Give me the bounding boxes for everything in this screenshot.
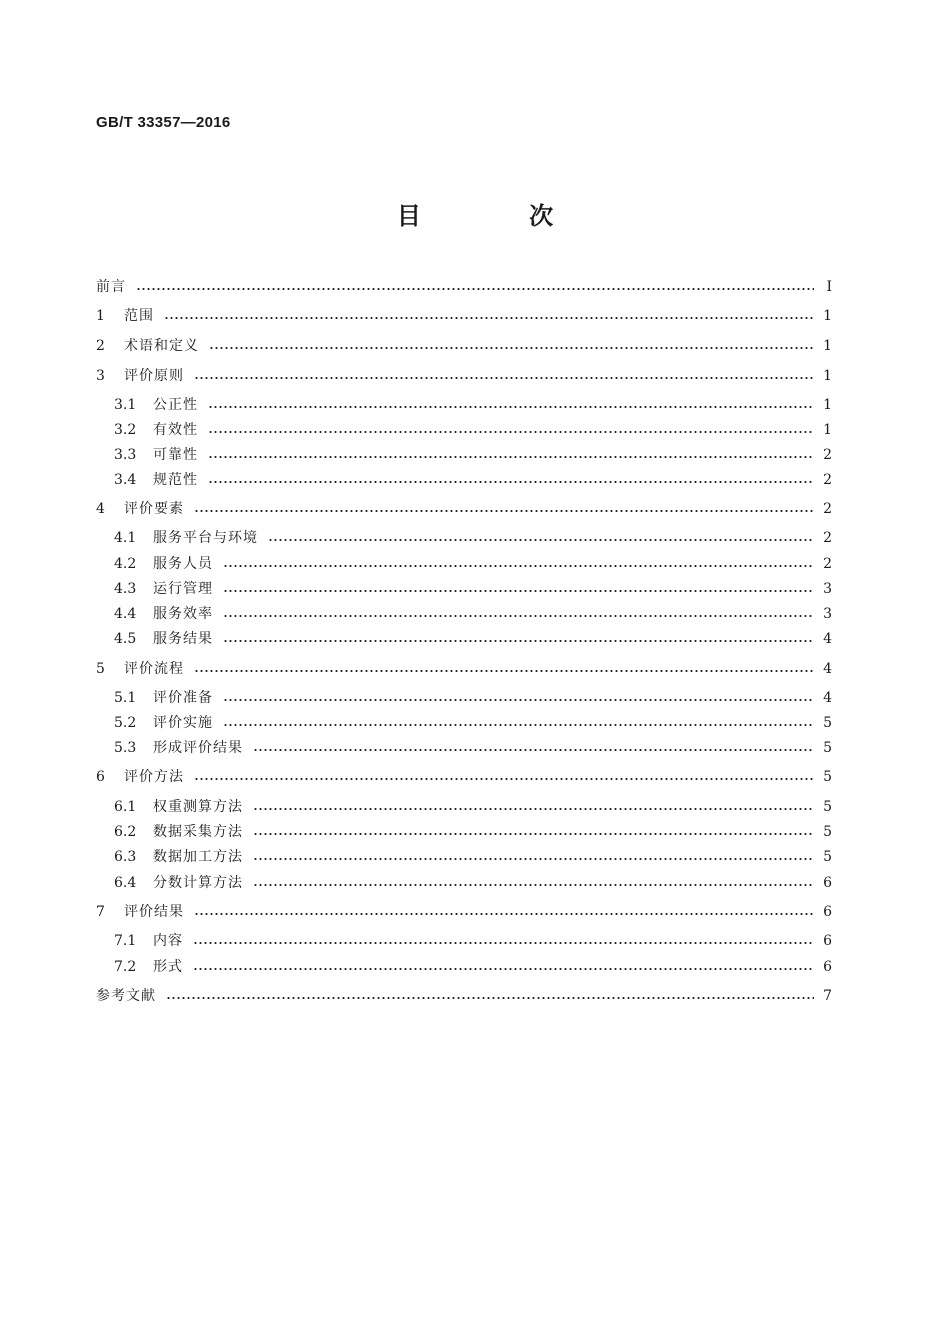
toc-entry[interactable] xyxy=(114,528,832,548)
dot-leader xyxy=(223,699,814,701)
dot-leader xyxy=(253,749,814,751)
dot-leader xyxy=(193,942,814,944)
toc-entry-label: 评价要素 xyxy=(124,501,184,517)
toc-entry-page-number: 5 xyxy=(823,799,832,815)
toc-entry-label: 评价原则 xyxy=(124,368,184,384)
toc-entry-label: 评价方法 xyxy=(124,769,184,785)
toc-entry-number: 6.2 xyxy=(114,824,137,840)
toc-entry-page-number: 5 xyxy=(823,715,832,731)
toc-entry[interactable] xyxy=(96,902,832,922)
dot-leader xyxy=(164,317,814,319)
toc-entry-label: 服务结果 xyxy=(153,631,213,647)
toc-entry-page-number: 4 xyxy=(823,661,832,677)
toc-entry-label: 数据采集方法 xyxy=(153,824,243,840)
toc-entry-label: 服务效率 xyxy=(153,606,213,622)
toc-entry[interactable] xyxy=(114,847,832,867)
toc-entry-number: 4.5 xyxy=(114,631,137,647)
toc-entry-label: 服务平台与环境 xyxy=(153,530,258,546)
toc-entry[interactable] xyxy=(114,822,832,842)
toc-entry-page-number: 6 xyxy=(823,875,832,891)
toc-entry-number: 6.4 xyxy=(114,875,137,891)
toc-entry-number: 3.1 xyxy=(114,397,137,413)
toc-entry-page-number: 6 xyxy=(823,904,832,920)
toc-entry-page-number: 2 xyxy=(823,556,832,572)
toc-entry-number: 2 xyxy=(96,338,105,354)
dot-leader xyxy=(194,510,814,512)
toc-entry-page-number: 1 xyxy=(823,397,832,413)
dot-leader xyxy=(223,615,814,617)
toc-entry-number: 5.2 xyxy=(114,715,137,731)
toc-entry[interactable] xyxy=(114,931,832,951)
toc-entry-label: 参考文献 xyxy=(96,988,156,1004)
toc-entry[interactable] xyxy=(114,554,832,574)
dot-leader xyxy=(194,670,814,672)
toc-entry[interactable] xyxy=(114,688,832,708)
dot-leader xyxy=(223,590,814,592)
toc-entry-number: 3.3 xyxy=(114,447,137,463)
dot-leader xyxy=(208,456,814,458)
toc-entry-number: 4.3 xyxy=(114,581,137,597)
toc-entry-page-number: 1 xyxy=(823,422,832,438)
dot-leader xyxy=(223,724,814,726)
toc-entry[interactable] xyxy=(114,629,832,649)
toc-entry-number: 5.3 xyxy=(114,740,137,756)
toc-entry-label: 可靠性 xyxy=(153,447,198,463)
toc-entry-number: 7 xyxy=(96,904,105,920)
toc-entry-label: 数据加工方法 xyxy=(153,849,243,865)
toc-entry-page-number: 1 xyxy=(823,308,832,324)
toc-entry[interactable] xyxy=(114,873,832,893)
dot-leader xyxy=(268,539,814,541)
toc-entry[interactable] xyxy=(96,306,832,326)
toc-entry-page-number: 5 xyxy=(823,740,832,756)
dot-leader xyxy=(223,565,814,567)
standard-code: GB/T 33357—2016 xyxy=(96,114,231,131)
toc-entry-page-number: 7 xyxy=(823,988,832,1004)
toc-entry-number: 6 xyxy=(96,769,105,785)
toc-entry-label: 公正性 xyxy=(153,397,198,413)
toc-entry-number: 4 xyxy=(96,501,105,517)
toc-entry[interactable] xyxy=(114,420,832,440)
toc-entry-page-number: 4 xyxy=(823,631,832,647)
dot-leader xyxy=(194,913,814,915)
toc-entry-number: 5.1 xyxy=(114,690,137,706)
toc-entry-label: 形成评价结果 xyxy=(153,740,243,756)
toc-entry-number: 3.4 xyxy=(114,472,137,488)
page-title: 目 次 xyxy=(396,202,604,230)
dot-leader xyxy=(223,640,814,642)
toc-entry[interactable] xyxy=(114,470,832,490)
toc-entry-label: 权重测算方法 xyxy=(153,799,243,815)
toc-entry-number: 4.1 xyxy=(114,530,137,546)
toc-entry-label: 运行管理 xyxy=(153,581,213,597)
dot-leader xyxy=(166,997,814,999)
toc-entry-page-number: 6 xyxy=(823,933,832,949)
toc-entry-label: 前言 xyxy=(96,279,126,295)
toc-entry-number: 6.3 xyxy=(114,849,137,865)
toc-entry[interactable] xyxy=(114,738,832,758)
toc-entry[interactable] xyxy=(96,336,832,356)
toc-entry-number: 7.1 xyxy=(114,933,137,949)
toc-entry[interactable] xyxy=(96,277,832,297)
toc-entry-number: 4.4 xyxy=(114,606,137,622)
toc-entry-number: 3 xyxy=(96,368,105,384)
toc-entry-page-number: 2 xyxy=(823,472,832,488)
toc-entry-page-number: 3 xyxy=(823,606,832,622)
toc-entry-page-number: 3 xyxy=(823,581,832,597)
toc-entry[interactable] xyxy=(96,767,832,787)
toc-entry-label: 评价准备 xyxy=(153,690,213,706)
toc-entry[interactable] xyxy=(114,445,832,465)
dot-leader xyxy=(194,778,814,780)
dot-leader xyxy=(253,808,814,810)
toc-entry-page-number: 2 xyxy=(823,447,832,463)
toc-entry-page-number: I xyxy=(826,279,832,295)
toc-entry[interactable] xyxy=(96,986,832,1006)
toc-entry[interactable] xyxy=(96,659,832,679)
dot-leader xyxy=(209,347,814,349)
toc-entry[interactable] xyxy=(114,713,832,733)
toc-entry[interactable] xyxy=(114,957,832,977)
dot-leader xyxy=(208,431,814,433)
dot-leader xyxy=(193,968,814,970)
toc-entry-page-number: 6 xyxy=(823,959,832,975)
toc-entry-number: 5 xyxy=(96,661,105,677)
toc-entry-page-number: 2 xyxy=(823,530,832,546)
toc-entry-number: 4.2 xyxy=(114,556,137,572)
toc-entry-page-number: 5 xyxy=(823,849,832,865)
toc-entry-page-number: 1 xyxy=(823,338,832,354)
toc-entry-page-number: 5 xyxy=(823,824,832,840)
dot-leader xyxy=(208,481,814,483)
toc-entry-label: 规范性 xyxy=(153,472,198,488)
toc-entry[interactable] xyxy=(96,499,832,519)
toc-entry-number: 1 xyxy=(96,308,105,324)
toc-entry-label: 评价实施 xyxy=(153,715,213,731)
toc-entry[interactable] xyxy=(114,797,832,817)
dot-leader xyxy=(194,377,814,379)
toc-entry-label: 范围 xyxy=(124,308,154,324)
toc-entry-label: 评价结果 xyxy=(124,904,184,920)
toc-entry-number: 3.2 xyxy=(114,422,137,438)
dot-leader xyxy=(253,833,814,835)
toc-entry-label: 有效性 xyxy=(153,422,198,438)
toc-entry-label: 形式 xyxy=(153,959,183,975)
toc-entry[interactable] xyxy=(114,579,832,599)
toc-entry-page-number: 1 xyxy=(823,368,832,384)
dot-leader xyxy=(136,288,814,290)
toc-entry[interactable] xyxy=(114,604,832,624)
toc-entry-label: 内容 xyxy=(153,933,183,949)
toc-entry[interactable] xyxy=(96,366,832,386)
toc-entry[interactable] xyxy=(114,395,832,415)
toc-entry-page-number: 5 xyxy=(823,769,832,785)
dot-leader xyxy=(253,884,814,886)
toc-entry-number: 6.1 xyxy=(114,799,137,815)
toc-entry-label: 评价流程 xyxy=(124,661,184,677)
dot-leader xyxy=(253,858,814,860)
toc-entry-label: 服务人员 xyxy=(153,556,213,572)
dot-leader xyxy=(208,406,814,408)
toc-entry-page-number: 4 xyxy=(823,690,832,706)
toc-entry-label: 术语和定义 xyxy=(124,338,199,354)
toc-entry-number: 7.2 xyxy=(114,959,137,975)
toc-entry-label: 分数计算方法 xyxy=(153,875,243,891)
toc-entry-page-number: 2 xyxy=(823,501,832,517)
